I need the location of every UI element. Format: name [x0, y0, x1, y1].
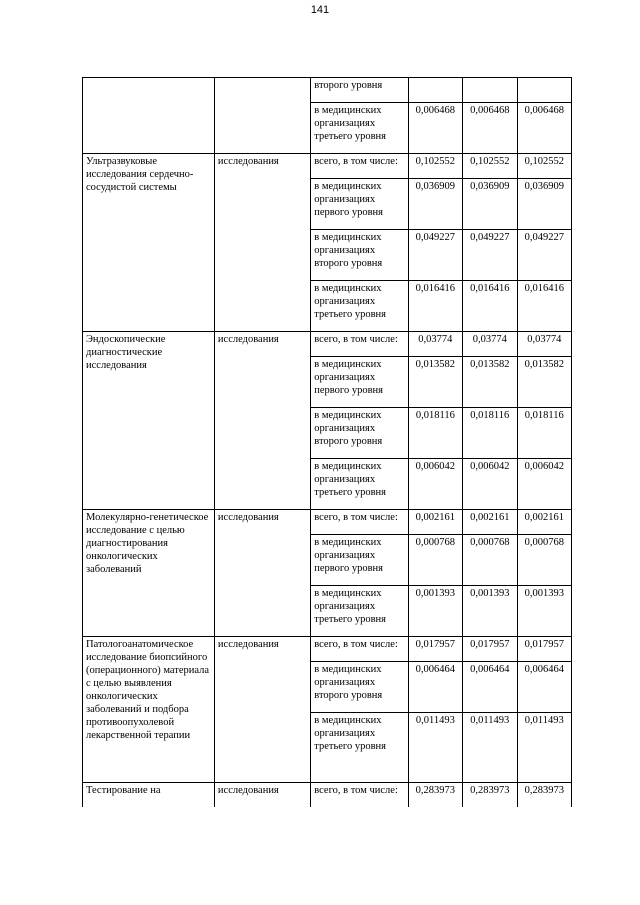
value-cell-2: 0,018116 [463, 408, 517, 459]
value-cell-1: 0,002161 [408, 510, 462, 535]
value-cell-1: 0,102552 [408, 154, 462, 179]
unit-cell: исследования [214, 637, 310, 783]
value-cell-2: 0,016416 [463, 281, 517, 332]
table-row [83, 332, 572, 357]
value-cell-2: 0,017957 [463, 637, 517, 662]
value-cell-1: 0,018116 [408, 408, 462, 459]
value-cell-1: 0,283973 [408, 783, 462, 807]
group-name-cell: Тестирование на [83, 783, 215, 807]
value-cell-1: 0,049227 [408, 230, 462, 281]
value-cell-2: 0,001393 [463, 586, 517, 637]
subcategory-cell: в медицинских организациях третьего уровня [311, 281, 408, 332]
table-row [83, 154, 572, 179]
value-cell-1: 0,011493 [408, 713, 462, 783]
group-name-cell: Патологоанатомическое исследование биопсийного (операционного) материала с целью выявления онкологических заболеваний и подбора противоопухолевой лекарственной терапии [83, 637, 215, 783]
norms-table [82, 77, 572, 807]
value-cell-3: 0,013582 [517, 357, 572, 408]
value-cell-3: 0,006468 [517, 103, 572, 154]
value-cell-3: 0,018116 [517, 408, 572, 459]
subcategory-cell: второго уровня [311, 78, 408, 103]
value-cell-1: 0,001393 [408, 586, 462, 637]
value-cell-2: 0,049227 [463, 230, 517, 281]
value-cell-1: 0,017957 [408, 637, 462, 662]
value-cell-2: 0,283973 [463, 783, 517, 807]
value-cell-3: 0,006042 [517, 459, 572, 510]
group-name-cell: Ультразвуковые исследования сердечно-сосудистой системы [83, 154, 215, 332]
subcategory-cell: в медицинских организациях третьего уровня [311, 459, 408, 510]
group-name-cell: Молекулярно-генетическое исследование с целью диагностирования онкологических заболеваний [83, 510, 215, 637]
subcategory-cell: в медицинских организациях первого уровня [311, 535, 408, 586]
value-cell-1 [408, 78, 462, 103]
unit-cell: исследования [214, 154, 310, 332]
value-cell-3: 0,102552 [517, 154, 572, 179]
value-cell-3 [517, 78, 572, 103]
subcategory-cell: в медицинских организациях второго уровня [311, 230, 408, 281]
value-cell-3: 0,016416 [517, 281, 572, 332]
table-row [83, 783, 572, 807]
value-cell-2: 0,006464 [463, 662, 517, 713]
group-name-cell: Эндоскопические диагностические исследования [83, 332, 215, 510]
subcategory-cell: в медицинских организациях третьего уровня [311, 103, 408, 154]
value-cell-1: 0,000768 [408, 535, 462, 586]
value-cell-1: 0,016416 [408, 281, 462, 332]
value-cell-2: 0,036909 [463, 179, 517, 230]
value-cell-3: 0,03774 [517, 332, 572, 357]
value-cell-3: 0,006464 [517, 662, 572, 713]
value-cell-3: 0,002161 [517, 510, 572, 535]
value-cell-2: 0,102552 [463, 154, 517, 179]
subcategory-cell: в медицинских организациях третьего уровня [311, 586, 408, 637]
subcategory-cell: всего, в том числе: [311, 154, 408, 179]
subcategory-cell: всего, в том числе: [311, 637, 408, 662]
value-cell-2 [463, 78, 517, 103]
value-cell-2: 0,000768 [463, 535, 517, 586]
value-cell-3: 0,011493 [517, 713, 572, 783]
unit-cell: исследования [214, 510, 310, 637]
table-row [83, 78, 572, 103]
value-cell-3: 0,036909 [517, 179, 572, 230]
value-cell-1: 0,036909 [408, 179, 462, 230]
subcategory-cell: всего, в том числе: [311, 510, 408, 535]
value-cell-3: 0,000768 [517, 535, 572, 586]
value-cell-1: 0,006468 [408, 103, 462, 154]
unit-cell: исследования [214, 783, 310, 807]
subcategory-cell: всего, в том числе: [311, 783, 408, 807]
subcategory-cell: в медицинских организациях первого уровня [311, 179, 408, 230]
value-cell-1: 0,006464 [408, 662, 462, 713]
value-cell-2: 0,03774 [463, 332, 517, 357]
value-cell-1: 0,03774 [408, 332, 462, 357]
group-name-cell [83, 78, 215, 154]
table-row [83, 510, 572, 535]
table-row [83, 637, 572, 662]
value-cell-2: 0,013582 [463, 357, 517, 408]
value-cell-2: 0,006468 [463, 103, 517, 154]
value-cell-1: 0,006042 [408, 459, 462, 510]
value-cell-1: 0,013582 [408, 357, 462, 408]
unit-cell [214, 78, 310, 154]
value-cell-3: 0,017957 [517, 637, 572, 662]
subcategory-cell: всего, в том числе: [311, 332, 408, 357]
value-cell-2: 0,002161 [463, 510, 517, 535]
unit-cell: исследования [214, 332, 310, 510]
subcategory-cell: в медицинских организациях третьего уровня [311, 713, 408, 783]
value-cell-3: 0,283973 [517, 783, 572, 807]
value-cell-2: 0,011493 [463, 713, 517, 783]
page-number: 141 [310, 4, 330, 16]
subcategory-cell: в медицинских организациях первого уровня [311, 357, 408, 408]
subcategory-cell: в медицинских организациях второго уровня [311, 662, 408, 713]
value-cell-2: 0,006042 [463, 459, 517, 510]
subcategory-cell: в медицинских организациях второго уровня [311, 408, 408, 459]
value-cell-3: 0,049227 [517, 230, 572, 281]
value-cell-3: 0,001393 [517, 586, 572, 637]
